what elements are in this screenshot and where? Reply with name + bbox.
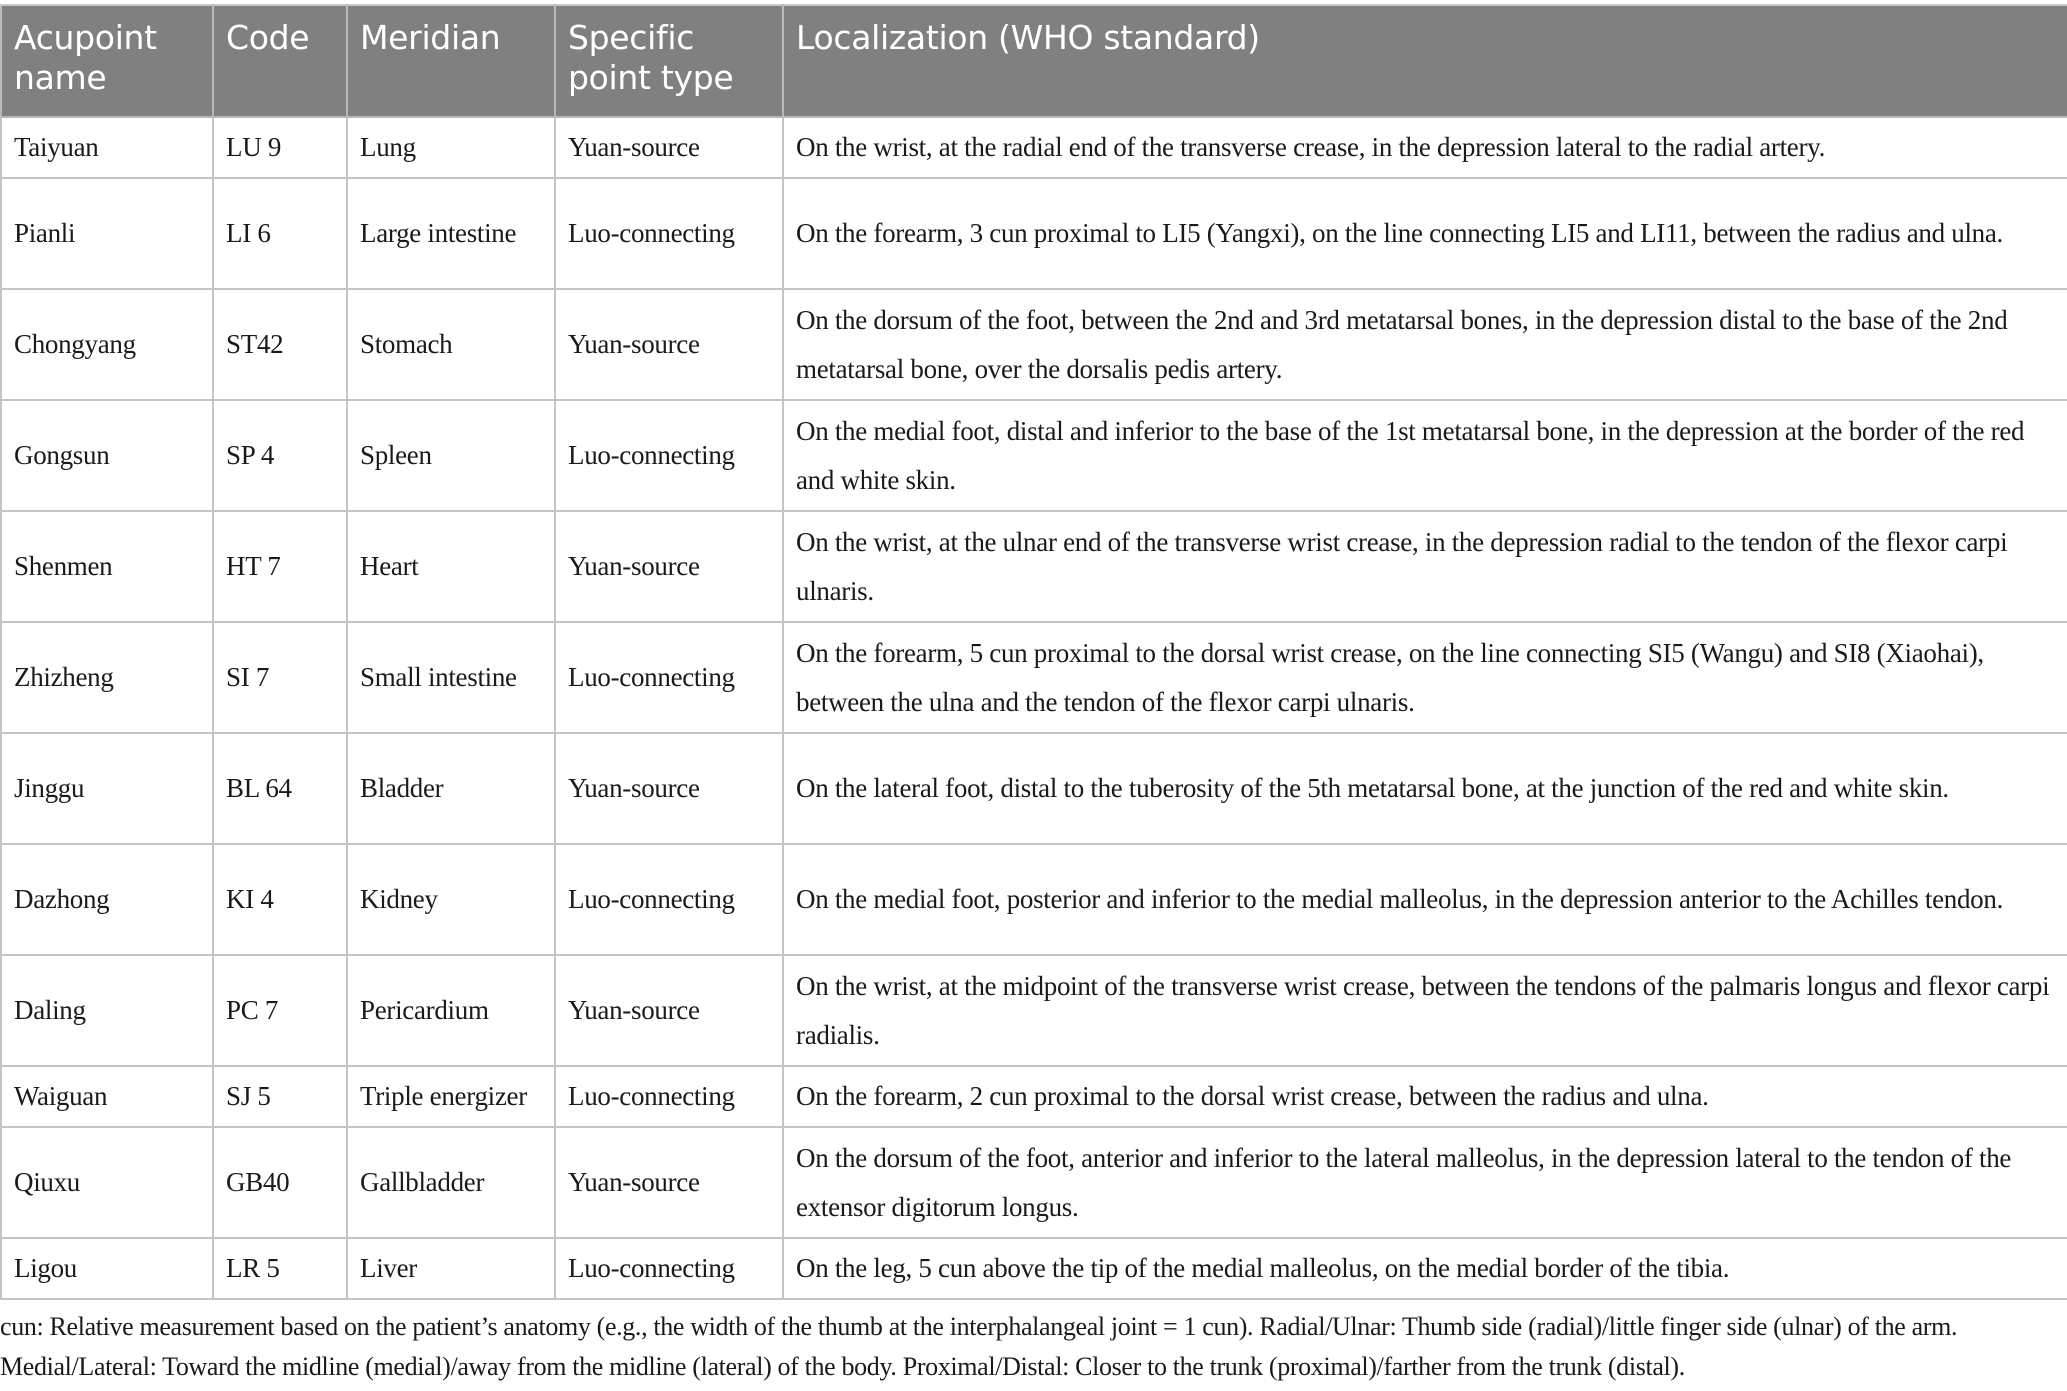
cell-localization: On the wrist, at the midpoint of the transverse wrist crease, between the tendons of the palmaris longus and flexor carpi radialis. [783,955,2067,1066]
cell-acupoint-name: Jinggu [1,733,213,844]
cell-localization: On the medial foot, distal and inferior to the base of the 1st metatarsal bone, in the depression at the border of the red and white skin. [783,400,2067,511]
cell-acupoint-name: Daling [1,955,213,1066]
cell-localization: On the dorsum of the foot, between the 2nd and 3rd metatarsal bones, in the depression distal to the base of the 2nd metatarsal bone, over the dorsalis pedis artery. [783,289,2067,400]
cell-localization: On the lateral foot, distal to the tuberosity of the 5th metatarsal bone, at the junction of the red and white skin. [783,733,2067,844]
table-row [1,1238,2067,1299]
cell-point-type: Luo-connecting [555,844,783,955]
table-row [1,1127,2067,1238]
cell-point-type: Yuan-source [555,733,783,844]
cell-acupoint-name: Waiguan [1,1066,213,1127]
table-row [1,733,2067,844]
cell-point-type: Yuan-source [555,955,783,1066]
cell-acupoint-name: Ligou [1,1238,213,1299]
acupoint-table [0,4,2067,1300]
table-row [1,622,2067,733]
table-row [1,289,2067,400]
cell-acupoint-name: Shenmen [1,511,213,622]
cell-localization: On the medial foot, posterior and inferior to the medial malleolus, in the depression anterior to the Achilles tendon. [783,844,2067,955]
cell-localization: On the forearm, 5 cun proximal to the dorsal wrist crease, on the line connecting SI5 (Wangu) and SI8 (Xiaohai), between the ulna and the tendon of the flexor carpi ulnaris. [783,622,2067,733]
header-meridian: Meridian [347,5,555,117]
cell-meridian: Stomach [347,289,555,400]
cell-meridian: Pericardium [347,955,555,1066]
table-row [1,955,2067,1066]
cell-meridian: Heart [347,511,555,622]
cell-code: SP 4 [213,400,347,511]
cell-code: PC 7 [213,955,347,1066]
cell-point-type: Luo-connecting [555,1066,783,1127]
cell-meridian: Large intestine [347,178,555,289]
table-footnote: cun: Relative measurement based on the patient’s anatomy (e.g., the width of the thumb at the interphalangeal joint = 1 cun). Radial/Ulnar: Thumb side (radial)/little finger side (ulnar) of the arm. Medial/Lateral: Toward the midline (medial)/away from the midline (lateral) of the body. Proximal/Distal: Closer to the trunk (proximal)/farther from the trunk (distal). [0,1312,1958,1381]
cell-point-type: Luo-connecting [555,178,783,289]
cell-acupoint-name: Chongyang [1,289,213,400]
table-row [1,511,2067,622]
cell-code: HT 7 [213,511,347,622]
cell-point-type: Yuan-source [555,117,783,178]
cell-meridian: Kidney [347,844,555,955]
cell-point-type: Yuan-source [555,1127,783,1238]
header-localization: Localization (WHO standard) [783,5,2067,117]
cell-code: LR 5 [213,1238,347,1299]
cell-meridian: Small intestine [347,622,555,733]
header-acupoint-name: Acupoint name [1,5,213,117]
cell-acupoint-name: Gongsun [1,400,213,511]
cell-acupoint-name: Zhizheng [1,622,213,733]
header-specific-point-type: Specific point type [555,5,783,117]
cell-meridian: Spleen [347,400,555,511]
cell-point-type: Luo-connecting [555,622,783,733]
cell-meridian: Bladder [347,733,555,844]
cell-code: SI 7 [213,622,347,733]
table-row [1,178,2067,289]
cell-meridian: Gallbladder [347,1127,555,1238]
cell-code: KI 4 [213,844,347,955]
cell-acupoint-name: Dazhong [1,844,213,955]
cell-localization: On the wrist, at the radial end of the transverse crease, in the depression lateral to the radial artery. [783,117,2067,178]
cell-point-type: Luo-connecting [555,1238,783,1299]
table-row [1,400,2067,511]
table-row [1,844,2067,955]
cell-acupoint-name: Pianli [1,178,213,289]
cell-localization: On the forearm, 3 cun proximal to LI5 (Yangxi), on the line connecting LI5 and LI11, between the radius and ulna. [783,178,2067,289]
table-row [1,117,2067,178]
cell-localization: On the leg, 5 cun above the tip of the medial malleolus, on the medial border of the tibia. [783,1238,2067,1299]
cell-code: LI 6 [213,178,347,289]
cell-meridian: Liver [347,1238,555,1299]
cell-code: BL 64 [213,733,347,844]
cell-code: SJ 5 [213,1066,347,1127]
cell-meridian: Lung [347,117,555,178]
cell-localization: On the forearm, 2 cun proximal to the dorsal wrist crease, between the radius and ulna. [783,1066,2067,1127]
cell-code: GB40 [213,1127,347,1238]
cell-acupoint-name: Taiyuan [1,117,213,178]
cell-point-type: Luo-connecting [555,400,783,511]
cell-point-type: Yuan-source [555,289,783,400]
cell-code: LU 9 [213,117,347,178]
cell-point-type: Yuan-source [555,511,783,622]
acupoint-table-container [0,4,2067,1300]
table-header-row [1,5,2067,117]
cell-meridian: Triple energizer [347,1066,555,1127]
table-row [1,1066,2067,1127]
cell-localization: On the dorsum of the foot, anterior and inferior to the lateral malleolus, in the depression lateral to the tendon of the extensor digitorum longus. [783,1127,2067,1238]
cell-code: ST42 [213,289,347,400]
cell-acupoint-name: Qiuxu [1,1127,213,1238]
header-code: Code [213,5,347,117]
cell-localization: On the wrist, at the ulnar end of the transverse wrist crease, in the depression radial to the tendon of the flexor carpi ulnaris. [783,511,2067,622]
